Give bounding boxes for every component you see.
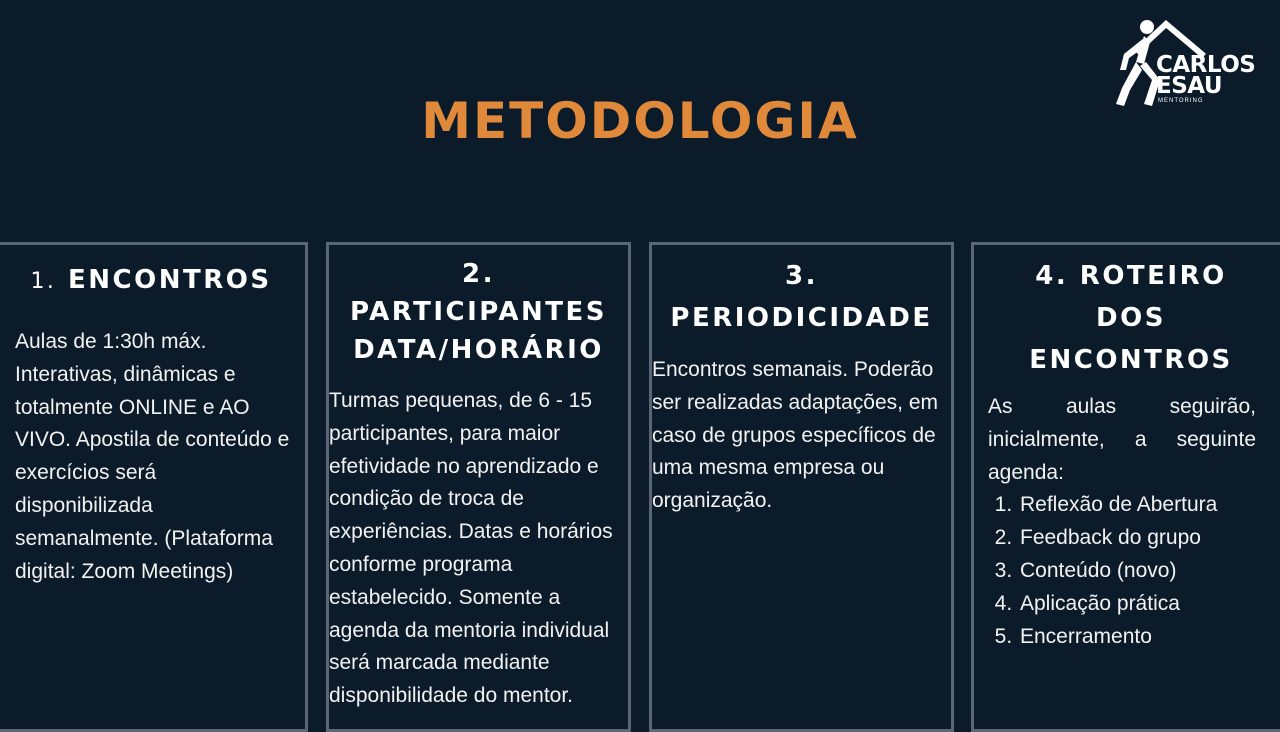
card-heading [974,255,1280,381]
card-number: 1. [30,269,57,294]
card-roteiro [971,242,1280,732]
card-encontros [0,242,308,732]
card-text: Turmas pequenas, de 6 - 15 participantes, para maior efetividade no aprendizado e condição de troca de experiências. Datas e horários conforme programa estabelecido. Somente a agenda da mentoria individual será marcada mediante disponibilidade do mentor. [329,389,613,708]
card-text: Encontros semanais. Poderão ser realizadas adaptações, em caso de grupos específicos de uma mesma empresa ou organização. [652,358,938,513]
card-heading-line: ENCONTROS [1029,345,1233,375]
card-text: As aulas seguirão, inicialmente, a seguinte agenda: [988,395,1256,484]
card-heading [0,259,305,303]
list-item: 3. Conteúdo (novo) [1018,555,1280,588]
list-item: 4. Aplicação prática [1018,588,1280,621]
card-heading: 3. PERIODICIDADE [670,261,933,333]
logo-name-line1: CARLOS [1156,52,1256,78]
card-heading-text: ENCONTROS [68,265,272,295]
list-item: 5. Encerramento [1018,621,1280,654]
card-heading [329,255,628,369]
logo-tagline: MENTORING [1158,98,1204,104]
card-heading-line: 4. ROTEIRO [1035,261,1227,291]
list-item: 2. Feedback do grupo [1018,522,1280,555]
logo-name-line2: ESAU [1156,73,1223,99]
card-text: Aulas de 1:30h máx. Interativas, dinâmicas e totalmente ONLINE e AO VIVO. Apostila de conteúdo e exercícios será disponibilizada semanalmente. (Plataforma digital: Zoom Meetings) [15,330,290,583]
card-heading-line: DATA/HORÁRIO [353,335,604,365]
list-item: 1. Reflexão de Abertura [1018,489,1280,522]
card-heading-line: 2. PARTICIPANTES [349,259,608,327]
page-title: METODOLOGIA [421,92,859,150]
card-heading-line: DOS [1096,303,1166,333]
agenda-list [988,489,1280,653]
card-periodicidade [649,242,954,732]
brand-logo [1114,18,1264,112]
card-participantes [326,242,631,732]
